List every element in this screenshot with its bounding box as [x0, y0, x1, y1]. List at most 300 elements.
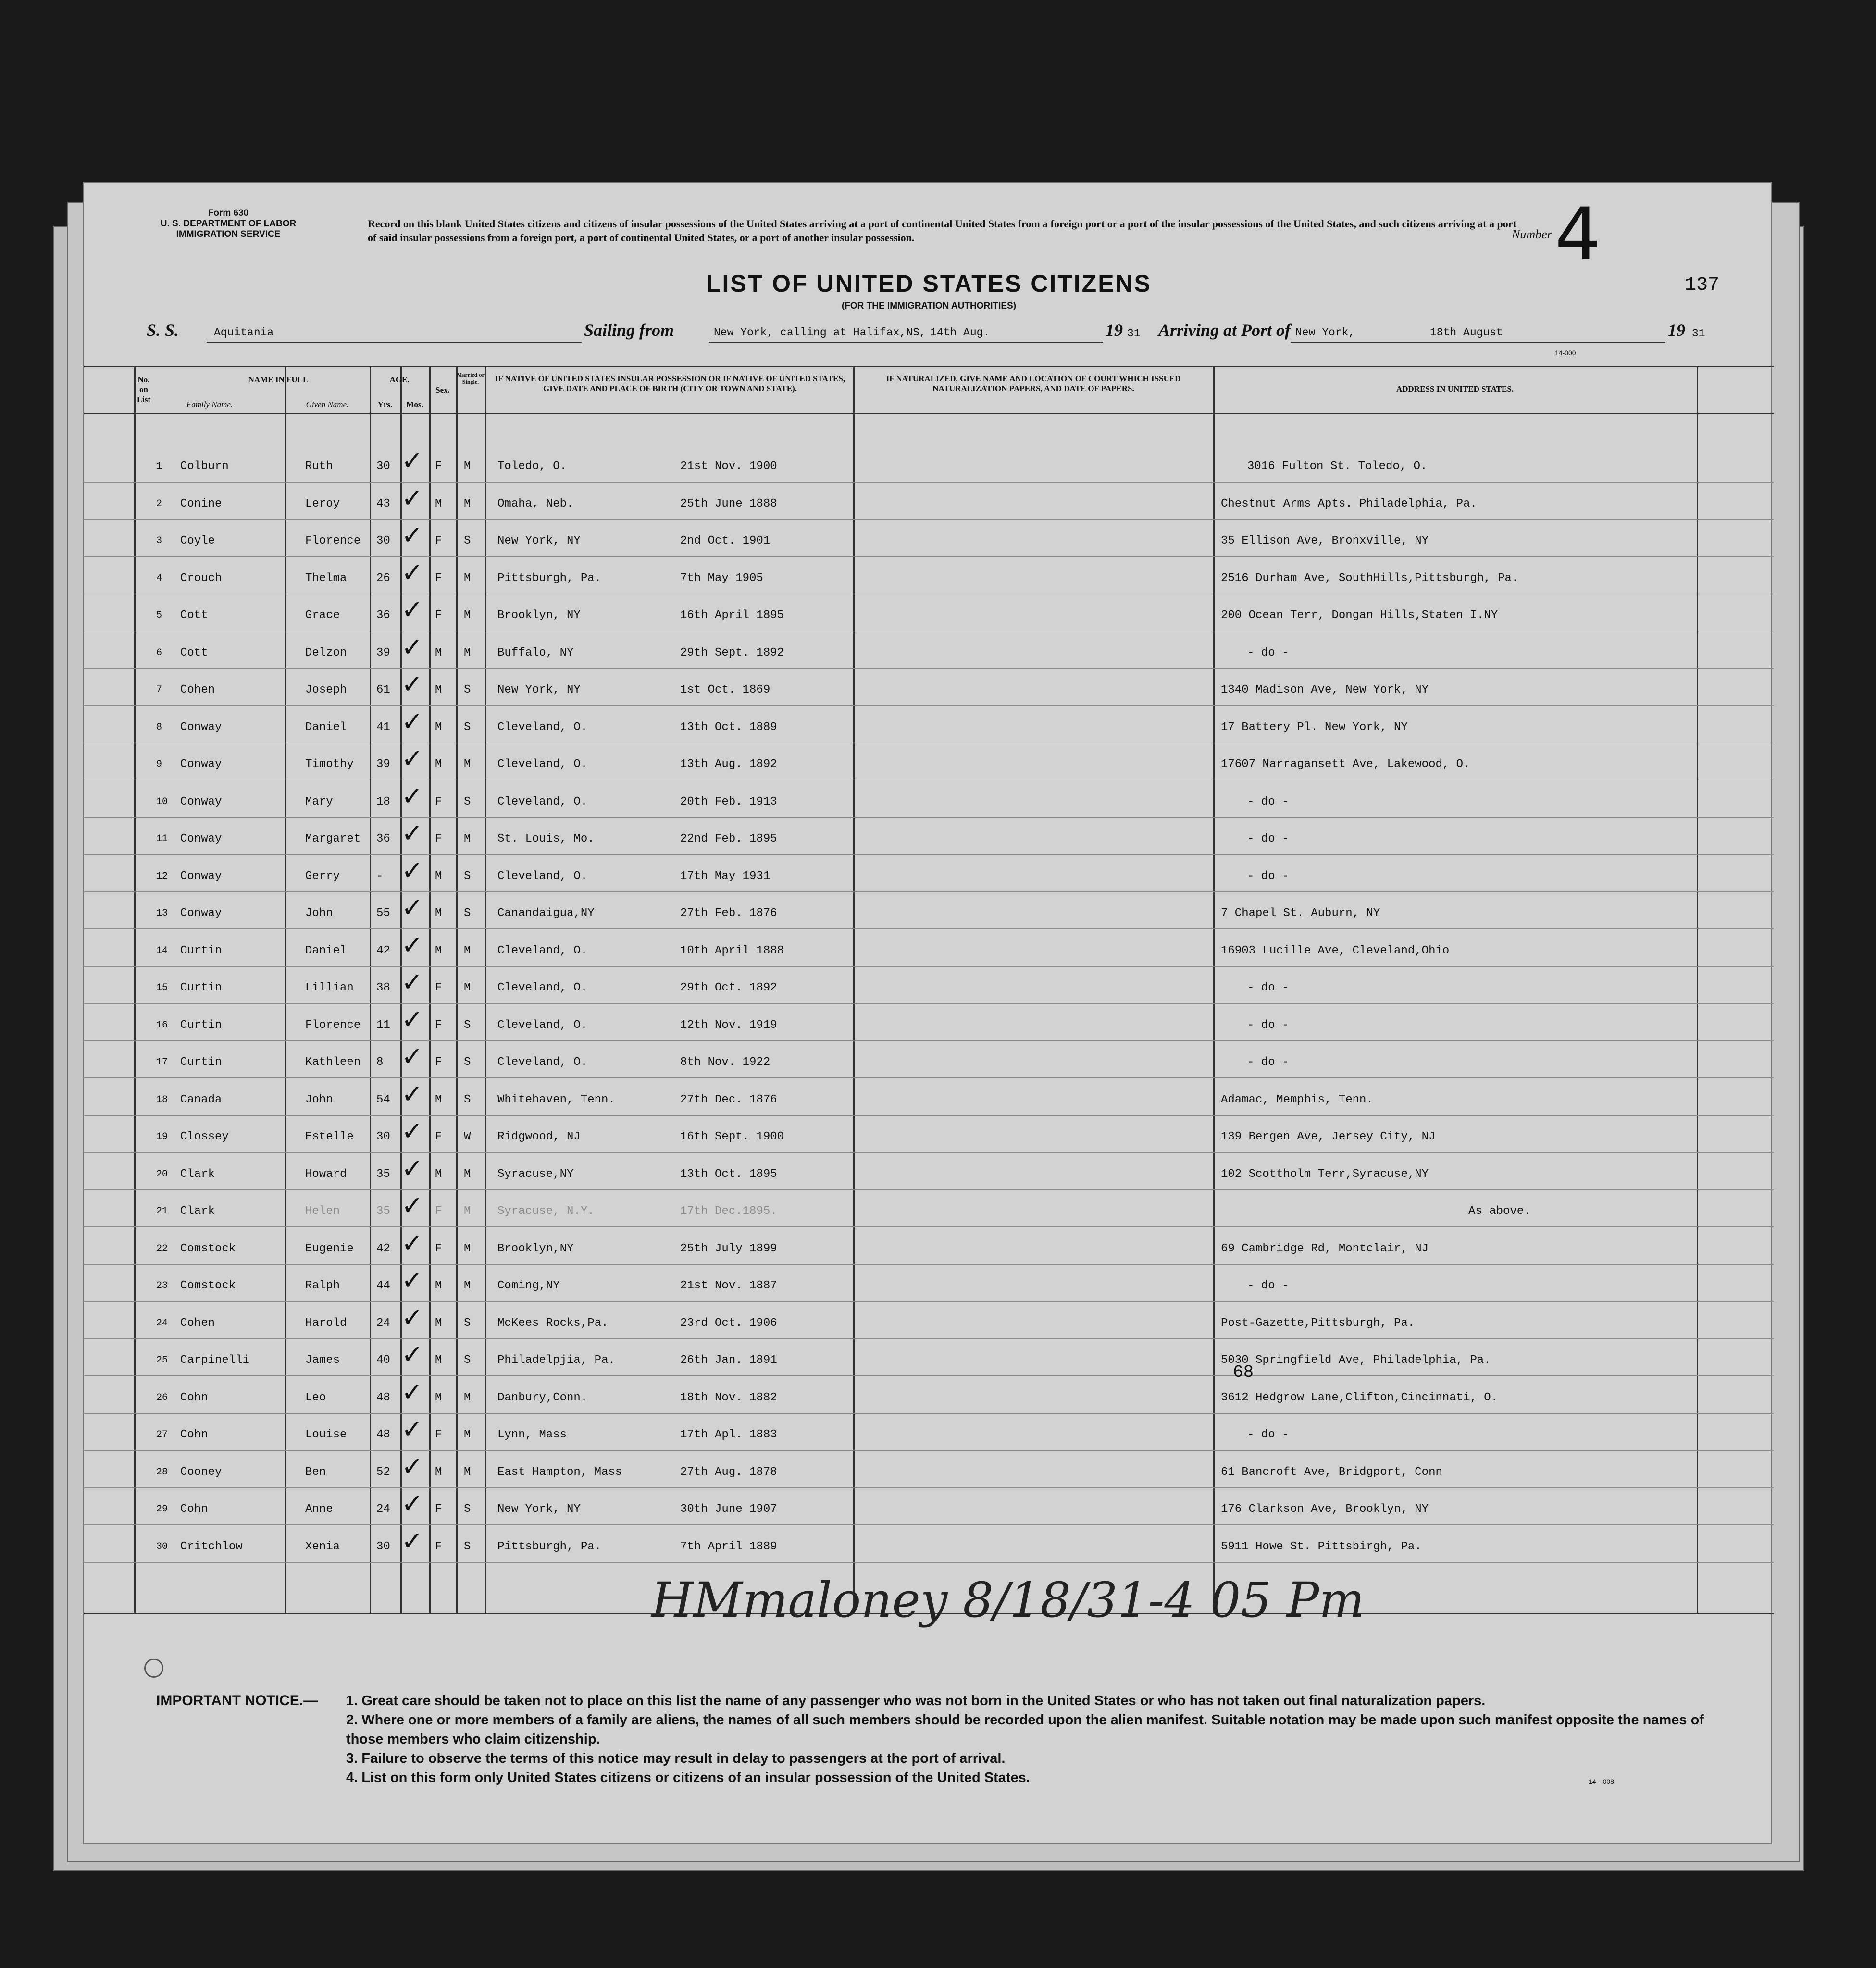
given-name: Ruth: [305, 460, 333, 473]
sex: F: [435, 832, 442, 845]
check-mark-icon: ✓: [401, 520, 423, 550]
sex: F: [435, 534, 442, 547]
birth-place: Cleveland, O.: [497, 869, 588, 883]
row-rule: [84, 668, 1774, 669]
address: 16903 Lucille Ave, Cleveland,Ohio: [1221, 944, 1450, 957]
row-number: 25: [156, 1355, 168, 1366]
row-number: 23: [156, 1280, 168, 1291]
age-years: 18: [376, 795, 390, 808]
check-mark-icon: ✓: [401, 967, 423, 997]
birth-place: Omaha, Neb.: [497, 497, 574, 510]
row-rule: [84, 1375, 1774, 1376]
row-rule: [84, 1115, 1774, 1116]
row-number: 9: [156, 759, 162, 770]
row-rule: [84, 1301, 1774, 1302]
birth-date: 26th Jan. 1891: [680, 1354, 777, 1367]
row-number: 11: [156, 833, 168, 844]
check-mark-icon: ✓: [401, 1488, 423, 1519]
row-number: 8: [156, 721, 162, 733]
table-row: [84, 967, 1774, 1019]
birth-date: 27th Feb. 1876: [680, 907, 777, 920]
row-number: 22: [156, 1243, 168, 1254]
family-name: Cott: [180, 646, 208, 659]
age-years: 42: [376, 1242, 390, 1255]
given-name: Ben: [305, 1465, 326, 1479]
age-years: 42: [376, 944, 390, 957]
birth-place: Brooklyn, NY: [497, 609, 581, 622]
row-number: 2: [156, 498, 162, 509]
age-years: 11: [376, 1018, 390, 1032]
row-rule: [84, 1264, 1774, 1265]
age-years: 52: [376, 1465, 390, 1479]
sex: M: [435, 944, 442, 957]
birth-date: 17th May 1931: [680, 869, 770, 883]
header-sex: Sex.: [435, 385, 450, 395]
arrival-underline: [1291, 342, 1665, 343]
header-bottom-rule: [84, 413, 1774, 414]
family-name: Cohen: [180, 1316, 215, 1330]
birth-date: 27th Dec. 1876: [680, 1093, 777, 1106]
check-mark-icon: ✓: [401, 1451, 423, 1482]
row-rule: [84, 928, 1774, 929]
family-name: Crouch: [180, 571, 222, 585]
address: - do -: [1247, 1428, 1289, 1441]
address: - do -: [1247, 1279, 1289, 1292]
address: 3016 Fulton St. Toledo, O.: [1247, 460, 1428, 473]
check-mark-icon: ✓: [401, 1004, 423, 1035]
row-number: 15: [156, 982, 168, 993]
birth-place: Brooklyn,NY: [497, 1242, 574, 1255]
header-address: ADDRESS IN UNITED STATES.: [1396, 384, 1514, 394]
birth-place: McKees Rocks,Pa.: [497, 1316, 609, 1330]
birth-place: Ridgwood, NJ: [497, 1130, 581, 1143]
age-years: 38: [376, 981, 390, 994]
form-number: Form 630: [208, 208, 249, 218]
sex: F: [435, 981, 442, 994]
given-name: Lillian: [305, 981, 354, 994]
number-label: Number: [1512, 227, 1552, 241]
row-rule: [84, 1413, 1774, 1414]
family-name: Cott: [180, 609, 208, 622]
age-years: 55: [376, 907, 390, 920]
birth-place: Pittsburgh, Pa.: [497, 1540, 602, 1553]
table-top-rule: [84, 366, 1774, 367]
row-number: 18: [156, 1094, 168, 1105]
given-name: John: [305, 907, 333, 920]
sex: M: [435, 497, 442, 510]
given-name: Kathleen: [305, 1056, 361, 1069]
marital-status: M: [464, 1465, 471, 1479]
arrival-date: 18th August: [1430, 326, 1503, 339]
table-row: [84, 929, 1774, 982]
check-mark-icon: ✓: [401, 780, 423, 811]
address: - do -: [1247, 832, 1289, 845]
age-years: 30: [376, 460, 390, 473]
marital-status: M: [464, 832, 471, 845]
table-row: [84, 1488, 1774, 1541]
given-name: Margaret: [305, 832, 361, 845]
check-mark-icon: ✓: [401, 1041, 423, 1072]
given-name: Helen: [305, 1205, 340, 1218]
birth-place: Cleveland, O.: [497, 1018, 588, 1032]
birth-place: Whitehaven, Tenn.: [497, 1093, 615, 1106]
ss-label: S. S.: [147, 321, 179, 340]
row-number: 24: [156, 1317, 168, 1329]
check-mark-icon: ✓: [401, 1376, 423, 1407]
row-rule: [84, 1338, 1774, 1339]
form-instructions: Record on this blank United States citizens and citizens of insular possessions of the United States arriving at a port of continental United States from a foreign port or a port of the insular possessions of the United States, and such citizens arriving at a port of said insular possessions from a foreign port, a port of continental United States, or a port of another insular possession.: [368, 218, 1516, 244]
year-prefix-1: 19: [1106, 321, 1123, 340]
row-number: 21: [156, 1206, 168, 1217]
row-rule: [84, 556, 1774, 557]
row-number: 27: [156, 1429, 168, 1440]
marital-status: M: [464, 1428, 471, 1441]
row-number: 4: [156, 572, 162, 584]
birth-place: New York, NY: [497, 1503, 581, 1516]
age-years: 40: [376, 1354, 390, 1367]
table-row: [84, 1078, 1774, 1131]
row-rule: [84, 519, 1774, 520]
family-name: Conway: [180, 907, 222, 920]
family-name: Critchlow: [180, 1540, 243, 1553]
row-number: 3: [156, 535, 162, 546]
birth-place: Canandaigua,NY: [497, 907, 595, 920]
address: - do -: [1247, 1056, 1289, 1069]
row-rule: [84, 1152, 1774, 1153]
table-row: [84, 1004, 1774, 1057]
check-mark-icon: ✓: [401, 669, 423, 699]
given-name: Timothy: [305, 758, 354, 771]
birth-date: 12th Nov. 1919: [680, 1018, 777, 1032]
notice-item-2: 2. Where one or more members of a family are aliens, the names of all such members should be recorded upon the alien manifest. Suitable notation may be made upon such manifest opposite the names of those members who claim citizenship.: [346, 1712, 1704, 1747]
birth-date: 17th Apl. 1883: [680, 1428, 777, 1441]
table-row: [84, 743, 1774, 796]
marital-status: M: [464, 1391, 471, 1404]
sailing-underline: [709, 342, 1103, 343]
birth-date: 2nd Oct. 1901: [680, 534, 770, 547]
marital-status: M: [464, 1167, 471, 1181]
table-row: [84, 892, 1774, 945]
sex: M: [435, 1354, 442, 1367]
family-name: Comstock: [180, 1242, 236, 1255]
row-number: 28: [156, 1466, 168, 1478]
sex: F: [435, 571, 442, 585]
marital-status: S: [464, 1316, 471, 1330]
row-number: 5: [156, 610, 162, 621]
sex: M: [435, 683, 442, 696]
family-name: Curtin: [180, 1056, 222, 1069]
row-number: 6: [156, 647, 162, 658]
birth-date: 13th Aug. 1892: [680, 758, 777, 771]
family-name: Canada: [180, 1093, 222, 1106]
address: - do -: [1247, 869, 1289, 883]
row-rule: [84, 1450, 1774, 1451]
arriving-port: New York,: [1295, 326, 1355, 339]
notice-item-3: 3. Failure to observe the terms of this notice may result in delay to passengers at the port of arrival.: [346, 1751, 1006, 1766]
family-name: Comstock: [180, 1279, 236, 1292]
birth-date: 1st Oct. 1869: [680, 683, 770, 696]
marital-status: M: [464, 1279, 471, 1292]
notice-heading: IMPORTANT NOTICE.—: [156, 1693, 318, 1708]
birth-place: Syracuse,NY: [497, 1167, 574, 1181]
marital-status: S: [464, 907, 471, 920]
sex: M: [435, 907, 442, 920]
table-row: [84, 780, 1774, 833]
row-rule: [84, 1189, 1774, 1190]
birth-date: 23rd Oct. 1906: [680, 1316, 777, 1330]
address: 2516 Durham Ave, SouthHills,Pittsburgh, Pa.: [1221, 571, 1519, 585]
check-mark-icon: ✓: [401, 1190, 423, 1221]
given-name: Xenia: [305, 1540, 340, 1553]
birth-date: 21st Nov. 1900: [680, 460, 777, 473]
header-yrs: Yrs.: [377, 400, 393, 409]
address: 7 Chapel St. Auburn, NY: [1221, 907, 1380, 920]
marital-status: M: [464, 646, 471, 659]
sex: M: [435, 869, 442, 883]
check-mark-icon: ✓: [401, 855, 423, 886]
birth-date: 22nd Feb. 1895: [680, 832, 777, 845]
citizens-list-form: [83, 182, 1772, 1844]
birth-date: 25th June 1888: [680, 497, 777, 510]
binder-hole: [144, 1659, 163, 1678]
birth-date: 29th Sept. 1892: [680, 646, 784, 659]
birth-place: Cleveland, O.: [497, 758, 588, 771]
header-mos: Mos.: [406, 400, 423, 409]
sex: M: [435, 1093, 442, 1106]
given-name: Thelma: [305, 571, 347, 585]
check-mark-icon: ✓: [401, 1302, 423, 1333]
check-mark-icon: ✓: [401, 1265, 423, 1295]
marital-status: S: [464, 1093, 471, 1106]
age-years: 24: [376, 1316, 390, 1330]
family-name: Colburn: [180, 460, 229, 473]
header-naturalized: IF NATURALIZED, GIVE NAME AND LOCATION OF COURT WHICH ISSUED NATURALIZATION PAPERS, AND DATE OF PAPERS.: [886, 374, 1181, 393]
marital-status: S: [464, 869, 471, 883]
family-name: Carpinelli: [180, 1354, 250, 1367]
marital-status: M: [464, 758, 471, 771]
birth-date: 7th April 1889: [680, 1540, 777, 1553]
family-name: Conway: [180, 758, 222, 771]
marital-status: M: [464, 1242, 471, 1255]
address: Adamac, Memphis, Tenn.: [1221, 1093, 1373, 1106]
birth-place: Cleveland, O.: [497, 944, 588, 957]
birth-place: New York, NY: [497, 683, 581, 696]
address: Post-Gazette,Pittsburgh, Pa.: [1221, 1316, 1415, 1330]
birth-place: Cleveland, O.: [497, 981, 588, 994]
birth-place: Cleveland, O.: [497, 1056, 588, 1069]
address: 176 Clarkson Ave, Brooklyn, NY: [1221, 1503, 1429, 1516]
family-name: Conway: [180, 832, 222, 845]
marital-status: S: [464, 1503, 471, 1516]
birth-place: Cleveland, O.: [497, 720, 588, 734]
address: 3612 Hedgrow Lane,Clifton,Cincinnati, O.: [1221, 1391, 1498, 1404]
family-name: Coyle: [180, 534, 215, 547]
form-identifier: [151, 208, 305, 240]
birth-date: 18th Nov. 1882: [680, 1391, 777, 1404]
sex: F: [435, 795, 442, 808]
birth-date: 17th Dec.1895.: [680, 1205, 777, 1218]
sex: M: [435, 758, 442, 771]
birth-place: East Hampton, Mass: [497, 1465, 622, 1479]
address: - do -: [1247, 1018, 1289, 1032]
family-name: Curtin: [180, 981, 222, 994]
sex: M: [435, 720, 442, 734]
given-name: Ralph: [305, 1279, 340, 1292]
check-mark-icon: ✓: [401, 1525, 423, 1556]
check-mark-icon: ✓: [401, 743, 423, 774]
age-years: 30: [376, 1540, 390, 1553]
table-row: [84, 1116, 1774, 1168]
row-rule: [84, 1524, 1774, 1525]
marital-status: S: [464, 720, 471, 734]
birth-place: Syracuse, N.Y.: [497, 1205, 595, 1218]
sex: M: [435, 1316, 442, 1330]
table-row: [84, 1041, 1774, 1094]
age-years: 26: [376, 571, 390, 585]
given-name: Harold: [305, 1316, 347, 1330]
family-name: Conway: [180, 720, 222, 734]
family-name: Cohen: [180, 683, 215, 696]
table-row: [84, 1227, 1774, 1280]
marital-status: M: [464, 944, 471, 957]
row-number: 13: [156, 908, 168, 919]
page-number: 137: [1685, 274, 1720, 296]
address: 69 Cambridge Rd, Montclair, NJ: [1221, 1242, 1429, 1255]
table-row: [84, 446, 1774, 498]
year-prefix-2: 19: [1668, 321, 1685, 340]
row-number: 29: [156, 1504, 168, 1515]
sex: F: [435, 609, 442, 622]
birth-place: Philadelpjia, Pa.: [497, 1354, 615, 1367]
sailing-label: Sailing from: [584, 321, 674, 340]
row-number: 20: [156, 1168, 168, 1180]
birth-date: 16th Sept. 1900: [680, 1130, 784, 1143]
age-years: 36: [376, 832, 390, 845]
sex: M: [435, 1167, 442, 1181]
department-name: U. S. DEPARTMENT OF LABOR: [160, 219, 297, 229]
family-name: Cohn: [180, 1503, 208, 1516]
header-family-name: Family Name.: [186, 400, 233, 409]
bottom-code: 14—008: [1589, 1778, 1614, 1785]
row-number: 17: [156, 1057, 168, 1068]
birth-place: Buffalo, NY: [497, 646, 574, 659]
marital-status: S: [464, 1018, 471, 1032]
address: 102 Scottholm Terr,Syracuse,NY: [1221, 1167, 1429, 1181]
table-row: [84, 594, 1774, 647]
row-number: 16: [156, 1019, 168, 1031]
check-mark-icon: ✓: [401, 892, 423, 923]
ship-underline: [207, 342, 582, 343]
address: - do -: [1247, 795, 1289, 808]
given-name: Gerry: [305, 869, 340, 883]
given-name: Howard: [305, 1167, 347, 1181]
service-name: IMMIGRATION SERVICE: [176, 229, 281, 239]
address: 1340 Madison Ave, New York, NY: [1221, 683, 1429, 696]
sex: F: [435, 1205, 442, 1218]
page-title: LIST OF UNITED STATES CITIZENS: [706, 270, 1152, 297]
sex: F: [435, 1428, 442, 1441]
page-subtitle: (FOR THE IMMIGRATION AUTHORITIES): [841, 301, 1017, 311]
row-rule: [84, 966, 1774, 967]
row-rule: [84, 1487, 1774, 1488]
age-years: 39: [376, 646, 390, 659]
birth-place: Danbury,Conn.: [497, 1391, 588, 1404]
check-mark-icon: ✓: [401, 1227, 423, 1258]
sex: F: [435, 1056, 442, 1069]
sex: M: [435, 646, 442, 659]
row-rule: [84, 482, 1774, 483]
row-number: 1: [156, 461, 162, 472]
row-number: 7: [156, 684, 162, 695]
given-name: James: [305, 1354, 340, 1367]
row-rule: [84, 1562, 1774, 1563]
family-name: Curtin: [180, 1018, 222, 1032]
sex: F: [435, 1242, 442, 1255]
birth-date: 30th June 1907: [680, 1503, 777, 1516]
address: - do -: [1247, 646, 1289, 659]
header-given-name: Given Name.: [306, 400, 349, 409]
ship-name: Aquitania: [214, 326, 274, 339]
check-mark-icon: ✓: [401, 1414, 423, 1444]
birth-place: Toledo, O.: [497, 460, 567, 473]
given-name: Mary: [305, 795, 333, 808]
check-mark-icon: ✓: [401, 631, 423, 662]
notice-item-4: 4. List on this form only United States citizens or citizens of an insular possession of the United States.: [346, 1770, 1030, 1785]
age-years: 43: [376, 497, 390, 510]
marital-status: W: [464, 1130, 471, 1143]
row-number: 19: [156, 1131, 168, 1142]
birth-date: 27th Aug. 1878: [680, 1465, 777, 1479]
marital-status: M: [464, 609, 471, 622]
marital-status: M: [464, 981, 471, 994]
row-rule: [84, 891, 1774, 892]
check-mark-icon: ✓: [401, 818, 423, 848]
table-row: [84, 1190, 1774, 1243]
address: As above.: [1468, 1205, 1531, 1218]
birth-date: 29th Oct. 1892: [680, 981, 777, 994]
given-name: Estelle: [305, 1130, 354, 1143]
table-row: [84, 855, 1774, 908]
birth-date: 25th July 1899: [680, 1242, 777, 1255]
header-age: AGE.: [389, 375, 410, 384]
naturalized-note: 68: [1233, 1362, 1254, 1382]
birth-date: 8th Nov. 1922: [680, 1056, 770, 1069]
birth-date: 20th Feb. 1913: [680, 795, 777, 808]
small-code: 14-000: [1555, 349, 1576, 357]
address: 5911 Howe St. Pittsbirgh, Pa.: [1221, 1540, 1422, 1553]
birth-date: 13th Oct. 1889: [680, 720, 777, 734]
row-number: 14: [156, 945, 168, 956]
sex: F: [435, 1130, 442, 1143]
age-years: 48: [376, 1428, 390, 1441]
address: 35 Ellison Ave, Bronxville, NY: [1221, 534, 1429, 547]
birth-place: New York, NY: [497, 534, 581, 547]
check-mark-icon: ✓: [401, 706, 423, 737]
birth-place: St. Louis, Mo.: [497, 832, 595, 845]
sex: F: [435, 1503, 442, 1516]
check-mark-icon: ✓: [401, 483, 423, 513]
given-name: Anne: [305, 1503, 333, 1516]
given-name: Florence: [305, 1018, 361, 1032]
check-mark-icon: ✓: [401, 594, 423, 625]
address: 200 Ocean Terr, Dongan Hills,Staten I.NY: [1221, 609, 1498, 622]
table-row: [84, 1302, 1774, 1355]
age-years: 61: [376, 683, 390, 696]
header-no: No. on List: [137, 375, 151, 404]
family-name: Conine: [180, 497, 222, 510]
age-years: 30: [376, 1130, 390, 1143]
check-mark-icon: ✓: [401, 1339, 423, 1370]
